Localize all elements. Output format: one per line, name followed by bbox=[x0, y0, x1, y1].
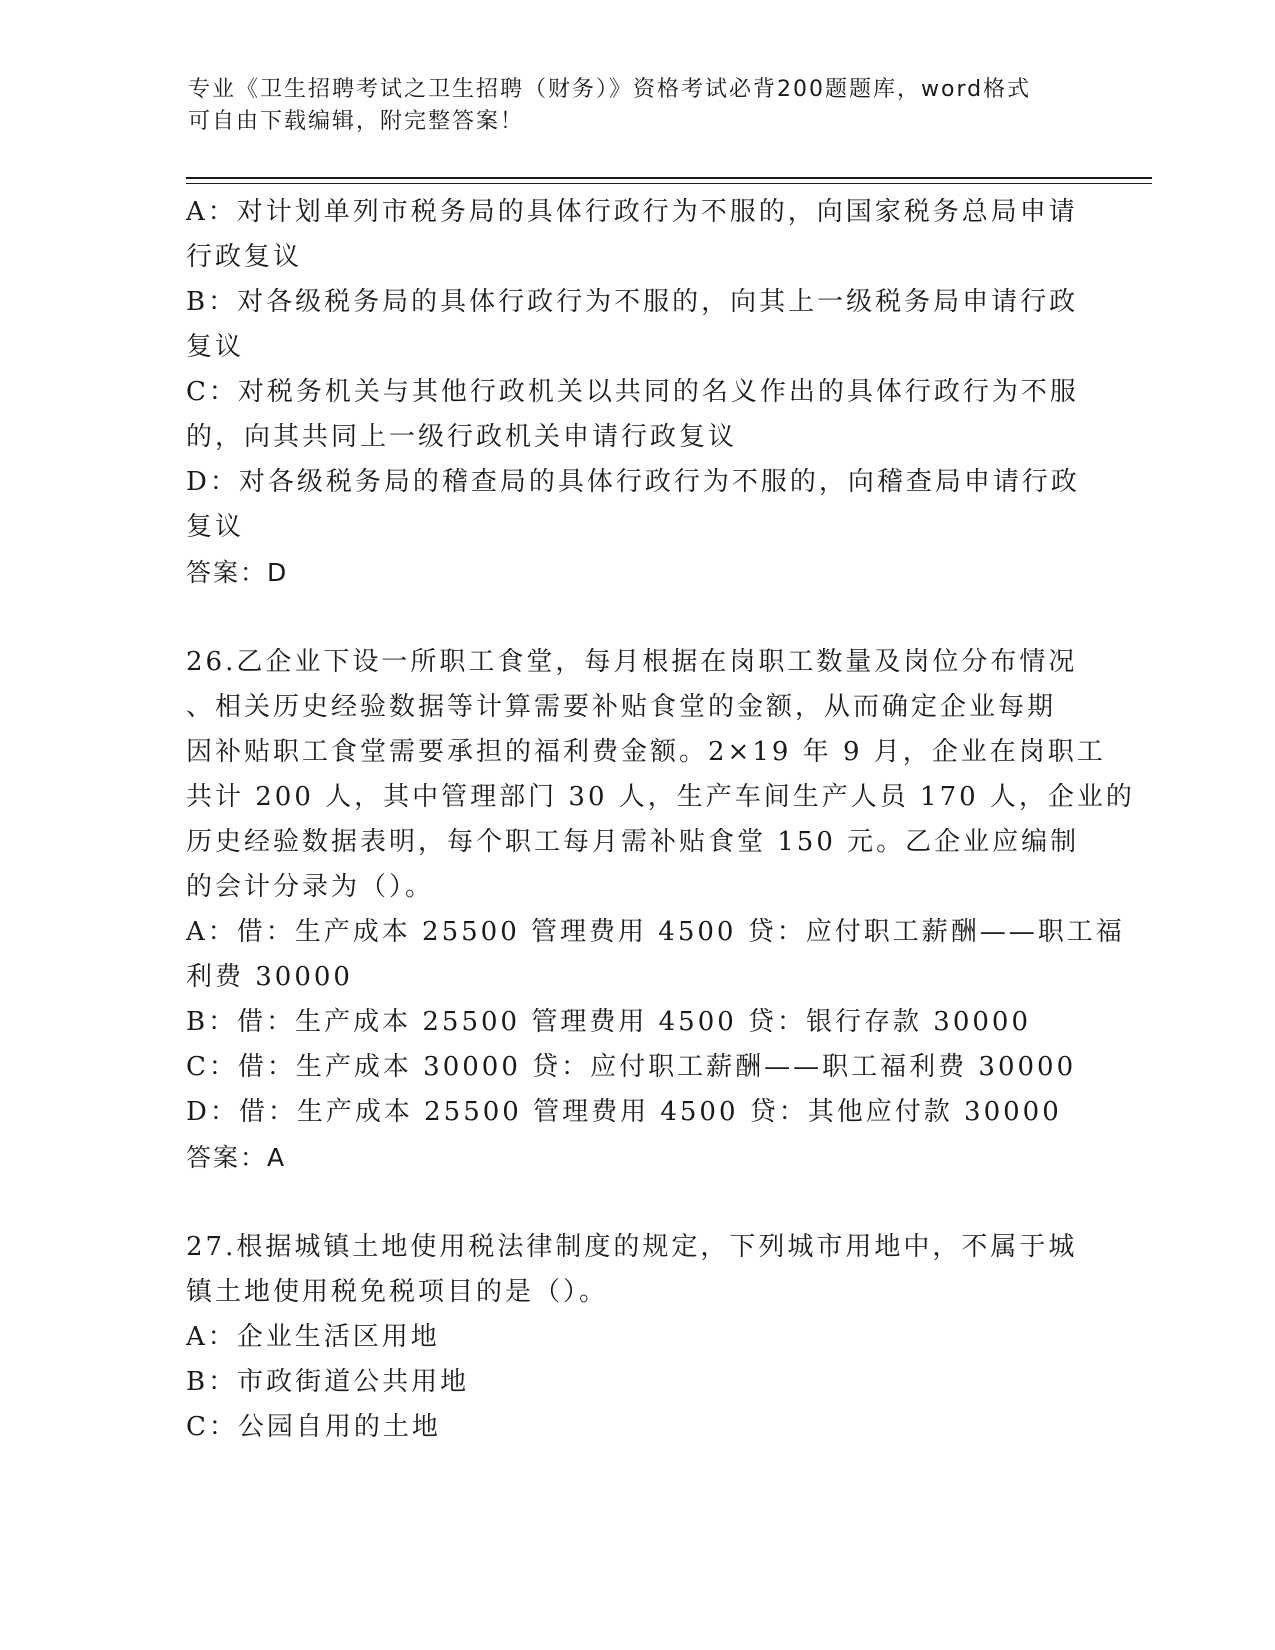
text-line: 、相关历史经验数据等计算需要补贴食堂的金额，从而确定企业每期 bbox=[186, 692, 1057, 722]
text-line: 利费 30000 bbox=[186, 962, 353, 992]
question-25 bbox=[186, 190, 1086, 595]
text-line: B：市政街道公共用地 bbox=[186, 1367, 470, 1397]
text-line: B：对各级税务局的具体行政行为不服的，向其上一级税务局申请行政 bbox=[186, 287, 1079, 317]
text-line: A：对计划单列市税务局的具体行政行为不服的，向国家税务总局申请 bbox=[186, 197, 1078, 227]
question-27 bbox=[186, 1225, 1086, 1450]
text-line: C：借：生产成本 30000 贷：应付职工薪酬——职工福利费 30000 bbox=[186, 1052, 1077, 1082]
text-line: 历史经验数据表明，每个职工每月需补贴食堂 150 元。乙企业应编制 bbox=[186, 827, 1080, 857]
question-26 bbox=[186, 640, 1135, 1180]
spacer bbox=[186, 595, 1086, 640]
text-line: 复议 bbox=[186, 512, 245, 542]
spacer bbox=[186, 1180, 1086, 1225]
text-line: 复议 bbox=[186, 332, 245, 362]
text-line: A：借：生产成本 25500 管理费用 4500 贷：应付职工薪酬——职工福 bbox=[186, 917, 1125, 947]
answer-line: 答案：A bbox=[186, 1143, 287, 1172]
document-header bbox=[188, 74, 1088, 138]
text-line: 的，向其共同上一级行政机关申请行政复议 bbox=[186, 422, 738, 452]
text-line: 26.乙企业下设一所职工食堂，每月根据在岗职工数量及岗位分布情况 bbox=[186, 647, 1078, 677]
text-line: 因补贴职工食堂需要承担的福利费金额。2×19 年 9 月，企业在岗职工 bbox=[186, 737, 1106, 767]
answer-line: 答案：D bbox=[186, 558, 289, 587]
text-line: C：对税务机关与其他行政机关以共同的名义作出的具体行政行为不服 bbox=[186, 377, 1079, 407]
text-line: B：借：生产成本 25500 管理费用 4500 贷：银行存款 30000 bbox=[186, 1007, 1032, 1037]
text-line: D：对各级税务局的稽查局的具体行政行为不服的，向稽查局申请行政 bbox=[186, 467, 1080, 497]
text-line: 共计 200 人，其中管理部门 30 人，生产车间生产人员 170 人，企业的 bbox=[186, 782, 1135, 812]
text-line: D：借：生产成本 25500 管理费用 4500 贷：其他应付款 30000 bbox=[186, 1097, 1062, 1127]
text-line: 的会计分录为（）。 bbox=[186, 872, 435, 902]
header-line-1: 专业《卫生招聘考试之卫生招聘（财务）》资格考试必背200题题库，word格式 bbox=[188, 77, 1032, 102]
header-rule-thick bbox=[186, 177, 1152, 179]
text-line: 镇土地使用税免税项目的是（）。 bbox=[186, 1277, 609, 1307]
document-body bbox=[186, 190, 1135, 1450]
text-line: 27.根据城镇土地使用税法律制度的规定，下列城市用地中，不属于城 bbox=[186, 1232, 1078, 1262]
text-line: A：企业生活区用地 bbox=[186, 1322, 440, 1352]
text-line: C：公园自用的土地 bbox=[186, 1412, 441, 1442]
header-line-2: 可自由下载编辑，附完整答案！ bbox=[188, 109, 525, 134]
header-rule-thin bbox=[186, 183, 1152, 184]
text-line: 行政复议 bbox=[186, 242, 303, 272]
